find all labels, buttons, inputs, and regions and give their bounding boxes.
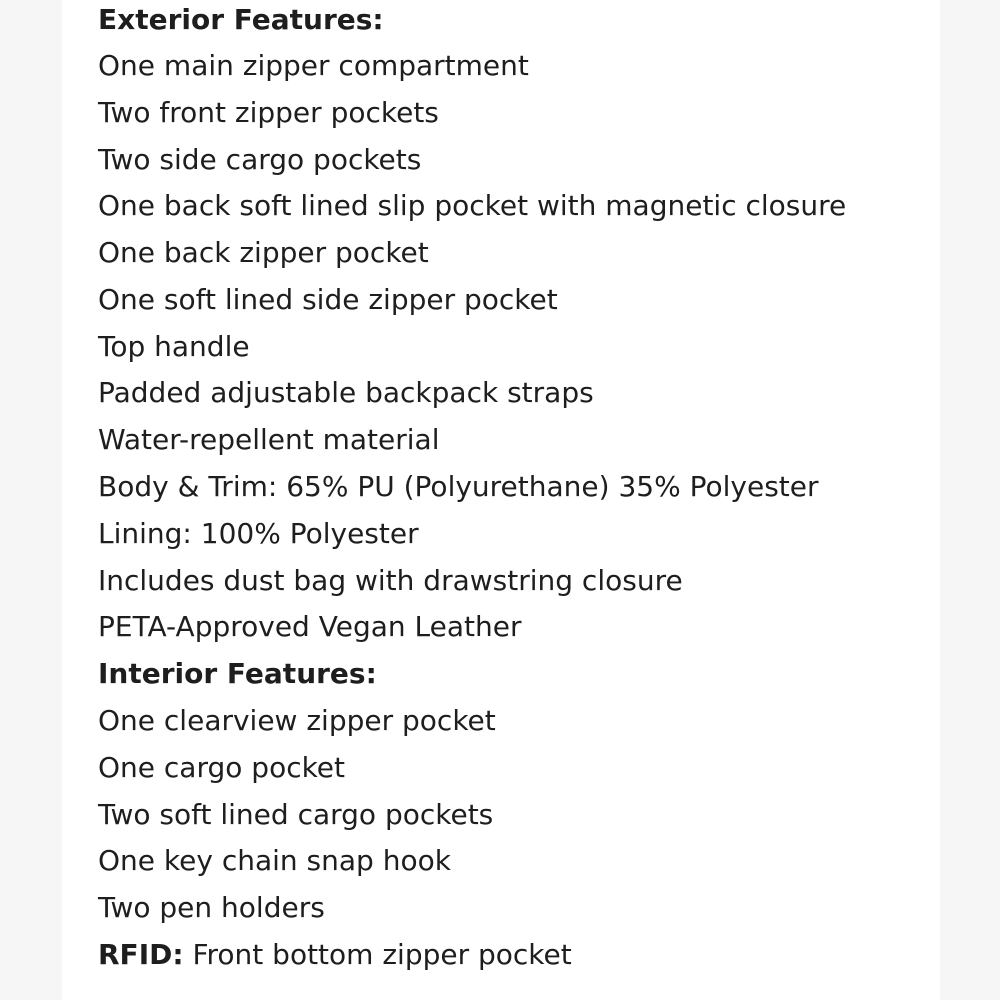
exterior-item: Includes dust bag with drawstring closure — [98, 564, 683, 597]
exterior-heading: Exterior Features: — [98, 3, 384, 36]
exterior-item: Padded adjustable backpack straps — [98, 376, 594, 409]
exterior-item: One back soft lined slip pocket with magnetic closure — [98, 189, 847, 222]
interior-item: Two soft lined cargo pockets — [98, 798, 494, 831]
exterior-item: Water-repellent material — [98, 423, 440, 456]
exterior-item: Lining: 100% Polyester — [98, 517, 419, 550]
exterior-item: One soft lined side zipper pocket — [98, 283, 558, 316]
interior-item: Two pen holders — [98, 891, 325, 924]
exterior-item: Two front zipper pockets — [98, 96, 439, 129]
interior-item: One cargo pocket — [98, 751, 346, 784]
interior-heading: Interior Features: — [98, 657, 377, 690]
rfid-line — [98, 935, 572, 975]
exterior-item: One back zipper pocket — [98, 236, 429, 269]
exterior-item: One main zipper compartment — [98, 49, 529, 82]
interior-item: One key chain snap hook — [98, 844, 451, 877]
rfid-label: RFID: — [98, 938, 184, 971]
exterior-item: Top handle — [98, 330, 250, 363]
interior-item: One clearview zipper pocket — [98, 704, 496, 737]
exterior-item: PETA-Approved Vegan Leather — [98, 610, 522, 643]
exterior-item: Body & Trim: 65% PU (Polyurethane) 35% Polyester — [98, 470, 819, 503]
exterior-item: Two side cargo pockets — [98, 143, 422, 176]
rfid-text: Front bottom zipper pocket — [183, 938, 572, 971]
